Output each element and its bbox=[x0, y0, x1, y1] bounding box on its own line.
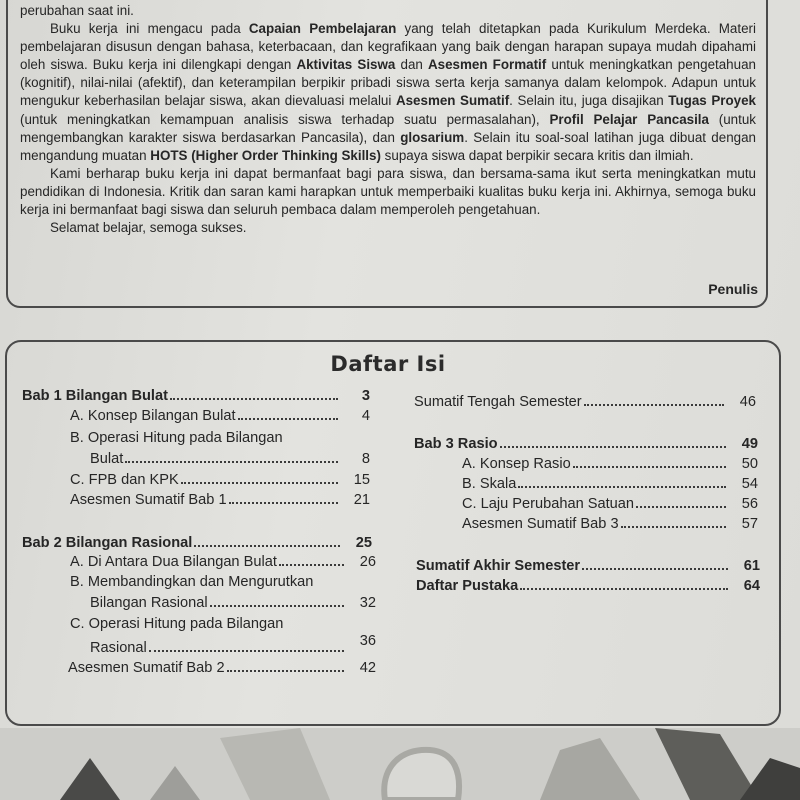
toc-entry-page: 50 bbox=[741, 456, 758, 472]
toc-entry-page: 36 bbox=[359, 633, 376, 649]
leader-dots bbox=[181, 482, 338, 484]
toc-entry-label: Asesmen Sumatif Bab 2 bbox=[68, 660, 225, 676]
bold-term: Tugas Proyek bbox=[668, 93, 756, 109]
bold-term: glosarium bbox=[400, 129, 465, 145]
toc-entry-bab2-c-line1[interactable]: C. Operasi Hitung pada Bilangan bbox=[70, 616, 284, 632]
toc-entry-label: A. Konsep Bilangan Bulat bbox=[70, 408, 236, 424]
toc-entry-label: A. Konsep Rasio bbox=[462, 456, 571, 472]
toc-entry-bab3-c[interactable] bbox=[462, 494, 758, 514]
preface-paragraph-1 bbox=[20, 20, 756, 165]
toc-entry-label: A. Di Antara Dua Bilangan Bulat bbox=[70, 554, 277, 570]
toc-entry-page: 57 bbox=[741, 516, 758, 532]
toc-entry-page: 4 bbox=[361, 408, 370, 424]
toc-entry-page: 15 bbox=[353, 472, 370, 488]
toc-entry-label: Sumatif Akhir Semester bbox=[416, 558, 581, 574]
toc-entry-label: Rasional bbox=[90, 640, 147, 656]
leader-dots bbox=[229, 502, 338, 504]
toc-entry-bab1-c[interactable] bbox=[70, 470, 370, 490]
toc-entry-page: 26 bbox=[359, 554, 376, 570]
bold-term: Asesmen Formatif bbox=[427, 57, 547, 73]
leader-dots bbox=[636, 506, 726, 508]
leader-dots bbox=[518, 486, 726, 488]
preface-paragraph-2: Kami berharap buku kerja ini dapat bermanfaat bagi para siswa, dan bersama-sama ikut serta meningkatkan mutu pendidikan di Indonesia. Kritik dan saran kami harapkan untuk memperbaiki kualitas buku kerja ini. Akhirnya, semoga buku kerja ini bermanfaat bagi siswa dan seluruh pembaca dalam memperoleh pengetahuan. bbox=[20, 165, 756, 218]
toc-entry-label: Asesmen Sumatif Bab 3 bbox=[462, 516, 619, 532]
bold-term: Capaian Pembelajaran bbox=[248, 21, 397, 37]
text-segment: yang telah ditetapkan pada Kurikulum Merdeka. Materi pembelajaran disusun dengan bahasa, keterbacaan, dan kegrafikaan yang baik dengan harapan supaya mudah dipahami oleh siswa. Buku kerja ini dilengkapi dengan bbox=[20, 21, 756, 73]
cover-decoration bbox=[0, 728, 800, 800]
toc-entry-page: 3 bbox=[361, 388, 370, 404]
toc-entry-label: Bab 1 Bilangan Bulat bbox=[22, 388, 168, 404]
bold-term: Aktivitas Siswa bbox=[296, 57, 396, 73]
toc-entry-label: Sumatif Tengah Semester bbox=[414, 394, 582, 410]
leader-dots bbox=[238, 418, 338, 420]
text-segment: dan bbox=[395, 57, 428, 73]
text-segment: untuk meningkatkan pengetahuan (kognitif), nilai-nilai (afektif), dan keterampilan berpikir pribadi siswa serta kerja samanya dalam kelompok. Adapun untuk mengukur keberhasilan belajar siswa, akan dievaluasi melalui bbox=[20, 57, 756, 109]
leader-dots bbox=[227, 670, 344, 672]
text-segment: . Selain itu, juga disajikan bbox=[509, 93, 669, 109]
toc-entry-bab1-b[interactable] bbox=[90, 449, 370, 469]
toc-entry-bab3-b[interactable] bbox=[462, 474, 758, 494]
leader-dots bbox=[149, 650, 344, 652]
text-segment: supaya siswa dapat berpikir secara kritis dan ilmiah. bbox=[380, 147, 694, 163]
toc-entry-page: 25 bbox=[355, 535, 372, 551]
toc-entry-bab3[interactable] bbox=[414, 434, 758, 454]
toc-entry-page: 46 bbox=[739, 394, 756, 410]
toc-entry-label: Daftar Pustaka bbox=[416, 578, 519, 594]
toc-entry-page: 64 bbox=[743, 578, 760, 594]
bold-term: HOTS (Higher Order Thinking Skills) bbox=[150, 147, 381, 163]
toc-entry-label: Bulat bbox=[90, 451, 124, 467]
preface-paragraph-3: Selamat belajar, semoga sukses. bbox=[50, 220, 247, 236]
leader-dots bbox=[125, 461, 338, 463]
toc-entry-bab2-a[interactable] bbox=[70, 552, 376, 572]
toc-entry-bab2-c[interactable] bbox=[90, 638, 348, 658]
leader-dots bbox=[279, 564, 344, 566]
leader-dots bbox=[210, 605, 344, 607]
leader-dots bbox=[520, 588, 728, 590]
toc-entry-page: 56 bbox=[741, 496, 758, 512]
text-segment: (untuk meningkatkan kemampuan analisis siswa terhadap suatu permasalahan), bbox=[20, 111, 550, 127]
leader-dots bbox=[582, 568, 728, 570]
toc-entry-bab1-a[interactable] bbox=[70, 406, 370, 426]
toc-entry-bab2[interactable] bbox=[22, 533, 372, 553]
toc-title: Daftar Isi bbox=[330, 352, 446, 376]
toc-entry-label: Bab 2 Bilangan Rasional bbox=[22, 535, 193, 551]
bold-term: Asesmen Sumatif bbox=[395, 93, 510, 109]
bold-term: Profil Pelajar Pancasila bbox=[549, 111, 709, 127]
toc-entry-bab2-asesmen[interactable] bbox=[68, 658, 376, 678]
toc-entry-label: Bab 3 Rasio bbox=[414, 436, 498, 452]
toc-entry-page: 8 bbox=[361, 451, 370, 467]
toc-entry-bab3-a[interactable] bbox=[462, 454, 758, 474]
leader-dots bbox=[170, 398, 338, 400]
toc-entry-pustaka[interactable] bbox=[416, 576, 760, 596]
toc-entry-bab1-b-line1[interactable]: B. Operasi Hitung pada Bilangan bbox=[70, 430, 283, 446]
toc-entry-page: 42 bbox=[359, 660, 376, 676]
toc-entry-page: 61 bbox=[743, 558, 760, 574]
text-segment: (untuk mengembangkan karakter siswa berdasarkan Pancasila), dan bbox=[20, 111, 756, 145]
text-segment: . Selain itu soal-soal latihan juga dibuat dengan mengandung muatan bbox=[20, 129, 756, 163]
toc-entry-sts[interactable] bbox=[414, 392, 756, 412]
toc-entry-page: 49 bbox=[741, 436, 758, 452]
toc-entry-label: C. FPB dan KPK bbox=[70, 472, 179, 488]
author-signature: Penulis bbox=[708, 281, 758, 297]
toc-entry-bab2-b[interactable] bbox=[90, 593, 376, 613]
toc-entry-bab3-asesmen[interactable] bbox=[462, 514, 758, 534]
decoration-ring bbox=[384, 750, 459, 800]
toc-entry-label: B. Skala bbox=[462, 476, 517, 492]
toc-entry-bab1-asesmen[interactable] bbox=[70, 490, 370, 510]
leader-dots bbox=[500, 446, 726, 448]
preface-top-line: perubahan saat ini. bbox=[20, 3, 134, 18]
leader-dots bbox=[573, 466, 726, 468]
leader-dots bbox=[194, 545, 340, 547]
toc-entry-page: 32 bbox=[359, 595, 376, 611]
toc-entry-label: Asesmen Sumatif Bab 1 bbox=[70, 492, 227, 508]
toc-entry-bab2-b-line1[interactable]: B. Membandingkan dan Mengurutkan bbox=[70, 574, 314, 590]
preface-text bbox=[20, 2, 756, 237]
toc-entry-label: Bilangan Rasional bbox=[90, 595, 208, 611]
toc-entry-bab1[interactable] bbox=[22, 386, 370, 406]
toc-entry-page: 21 bbox=[353, 492, 370, 508]
leader-dots bbox=[584, 404, 724, 406]
leader-dots bbox=[621, 526, 726, 528]
toc-entry-sas[interactable] bbox=[416, 556, 760, 576]
toc-entry-page: 54 bbox=[741, 476, 758, 492]
toc-entry-label: C. Laju Perubahan Satuan bbox=[462, 496, 635, 512]
text-segment: Buku kerja ini mengacu pada bbox=[50, 21, 249, 37]
